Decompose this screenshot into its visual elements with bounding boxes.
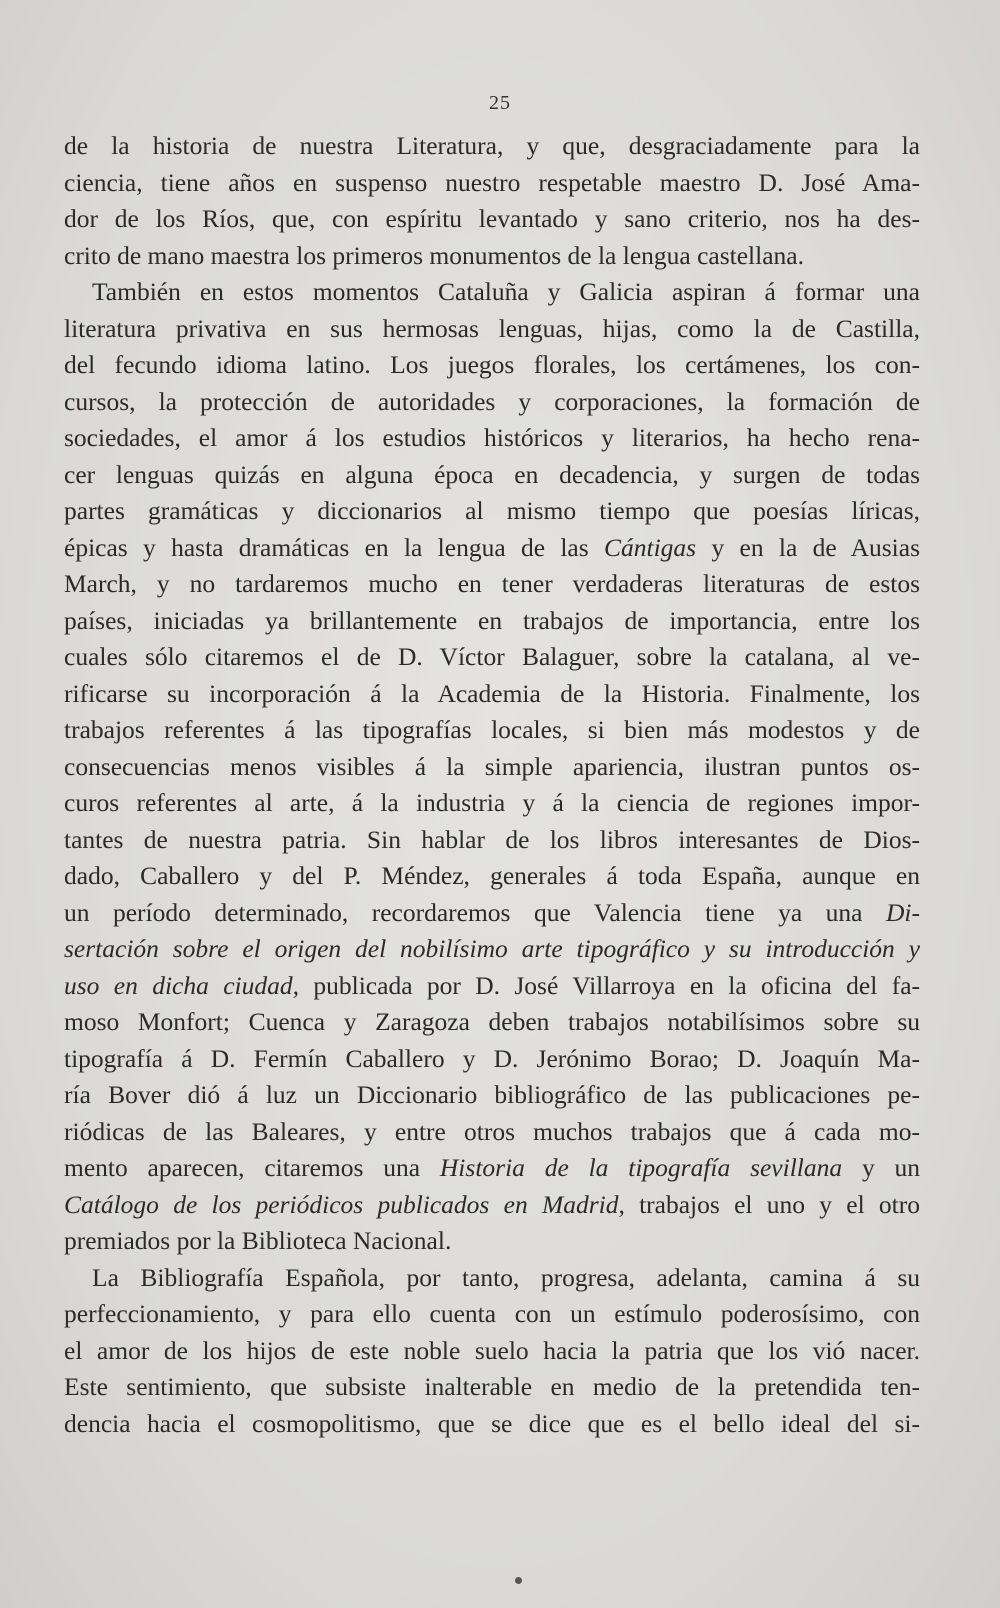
text-line: perfeccionamiento, y para ello cuenta con un estímulo poderosísimo, con: [64, 1299, 920, 1328]
ink-dot-mark: [515, 1577, 522, 1584]
italic-title: Catálogo de los periódicos publicados en Madrid,: [64, 1189, 625, 1219]
text-line: [64, 530, 920, 567]
text-segment: publicada por D. José Villarroya en la oficina del fa-: [313, 970, 920, 1000]
text-segment: trabajos el uno y el otro: [639, 1189, 920, 1219]
text-line: [64, 895, 920, 932]
text-segment: y un: [861, 1153, 920, 1182]
text-segment: épicas y hasta dramáticas en la lengua de las: [64, 532, 589, 562]
text-line: sertación sobre el origen del nobilísimo arte tipográfico y su introducción y: [64, 934, 920, 963]
body-text: [64, 128, 920, 1442]
italic-title: Historia de la tipografía sevillana: [439, 1153, 843, 1182]
text-line: crito de mano maestra los primeros monumentos de la lengua castellana.: [64, 240, 804, 270]
text-line: moso Monfort; Cuenca y Zaragoza deben trabajos notabilísimos sobre su: [64, 1007, 920, 1036]
italic-title: Di-: [886, 897, 920, 927]
text-line: [64, 1150, 920, 1187]
text-line: tipografía á D. Fermín Caballero y D. Jerónimo Borao; D. Joaquín Ma-: [64, 1043, 920, 1073]
page-number: 25: [489, 92, 511, 114]
text-line: dor de los Ríos, que, con espíritu levantado y sano criterio, nos ha des-: [64, 204, 920, 233]
text-line: Este sentimiento, que subsiste inalterable en medio de la pretendida ten-: [64, 1372, 920, 1401]
paragraph-2: [64, 274, 920, 1260]
paragraph-3: [64, 1260, 920, 1443]
italic-title: Cántigas: [604, 532, 697, 562]
text-line: cer lenguas quizás en alguna época en decadencia, y surgen de todas: [64, 459, 920, 489]
text-line: cursos, la protección de autoridades y corporaciones, la formación de: [64, 386, 920, 416]
text-line: dencia hacia el cosmopolitismo, que se dice que es el bello ideal del si-: [64, 1408, 920, 1438]
text-line: rificarse su incorporación á la Academia de la Historia. Finalmente, los: [64, 678, 920, 708]
text-line: premiados por la Biblioteca Nacional.: [64, 1226, 452, 1255]
text-line: trabajos referentes á las tipografías locales, si bien más modestos y de: [64, 715, 920, 744]
text-line: sociedades, el amor á los estudios históricos y literarios, ha hecho rena-: [64, 423, 920, 452]
text-line: de la historia de nuestra Literatura, y que, desgraciadamente para la: [64, 131, 920, 160]
text-line: el amor de los hijos de este noble suelo hacia la patria que los vió nacer.: [64, 1335, 920, 1365]
text-line: [64, 1187, 920, 1224]
text-line: ría Bover dió á luz un Diccionario bibliográfico de las publicaciones pe-: [64, 1080, 920, 1109]
text-line: La Bibliografía Española, por tanto, progresa, adelanta, camina á su: [92, 1262, 920, 1292]
text-line: March, y no tardaremos mucho en tener verdaderas literaturas de estos: [64, 569, 920, 598]
text-line: consecuencias menos visibles á la simple apariencia, ilustran puntos os-: [64, 751, 920, 781]
text-line: del fecundo idioma latino. Los juegos florales, los certámenes, los con-: [64, 350, 920, 379]
text-line: cuales sólo citaremos el de D. Víctor Balaguer, sobre la catalana, al ve-: [64, 642, 920, 671]
text-line: tantes de nuestra patria. Sin hablar de los libros interesantes de Dios-: [64, 824, 920, 854]
italic-title: uso en dicha ciudad,: [64, 970, 300, 1000]
paragraph-1: [64, 128, 920, 274]
text-line: También en estos momentos Cataluña y Galicia aspiran á formar una: [92, 277, 920, 306]
text-line: partes gramáticas y diccionarios al mismo tiempo que poesías líricas,: [64, 496, 920, 525]
text-line: dado, Caballero y del P. Méndez, generales á toda España, aunque en: [64, 861, 920, 890]
text-segment: un período determinado, recordaremos que Valencia tiene ya una: [64, 897, 863, 927]
text-segment: y en la de Ausias: [711, 532, 920, 562]
text-line: curos referentes al arte, á la industria y á la ciencia de regiones impor-: [64, 788, 920, 817]
text-line: riódicas de las Baleares, y entre otros muchos trabajos que á cada mo-: [64, 1116, 920, 1146]
text-line: países, iniciadas ya brillantemente en trabajos de importancia, entre los: [64, 605, 920, 635]
text-line: literatura privativa en sus hermosas lenguas, hijas, como la de Castilla,: [64, 313, 920, 343]
text-line: ciencia, tiene años en suspenso nuestro respetable maestro D. José Ama-: [64, 167, 920, 197]
text-segment: mento aparecen, citaremos una: [64, 1153, 421, 1182]
text-line: [64, 968, 920, 1005]
